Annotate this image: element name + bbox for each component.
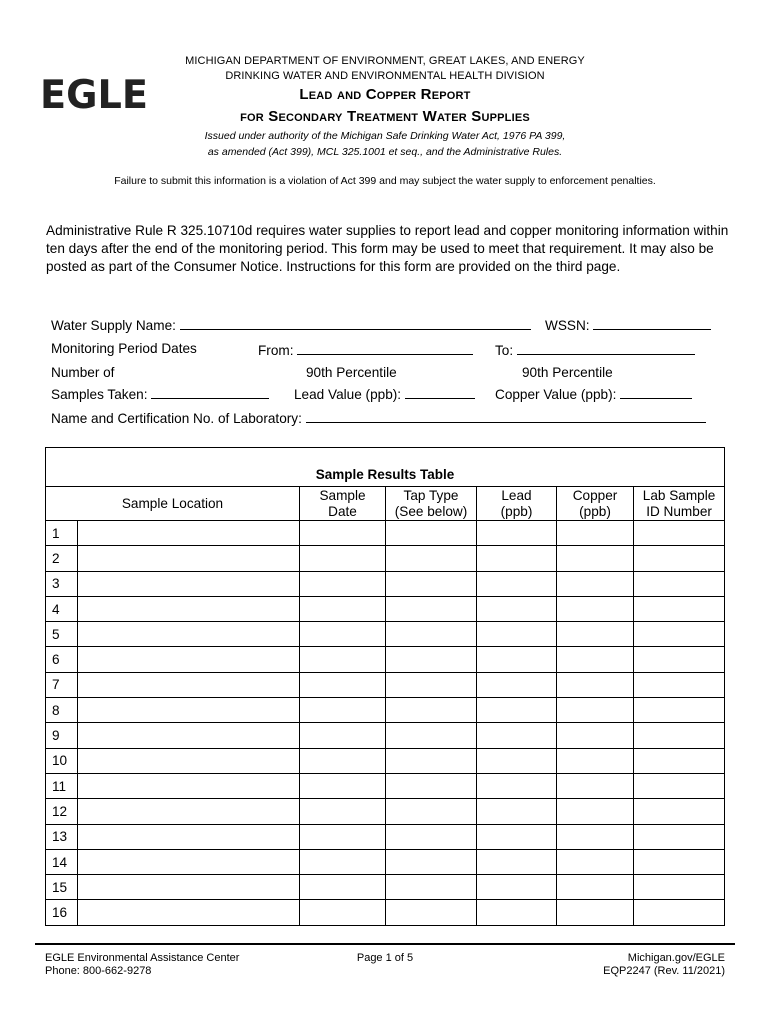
col-header-text: ID Number (646, 503, 712, 519)
lead-cell[interactable] (477, 596, 557, 621)
tap-type-cell[interactable] (386, 647, 477, 672)
water-supply-name-label: Water Supply Name: (51, 318, 176, 333)
sample-date-cell[interactable] (300, 596, 386, 621)
sample-location-cell[interactable] (78, 672, 300, 697)
row-number: 7 (46, 672, 78, 697)
number-of-label: Number of (51, 365, 115, 380)
col-header-text: (ppb) (579, 503, 611, 519)
copper-cell[interactable] (557, 698, 634, 723)
tap-type-cell[interactable] (386, 849, 477, 874)
table-row (46, 900, 725, 925)
footer-right (603, 952, 725, 978)
col-header-text: Date (328, 503, 357, 519)
sample-location-cell[interactable] (78, 723, 300, 748)
copper-cell[interactable] (557, 571, 634, 596)
form-number: EQP2247 (Rev. 11/2021) (603, 965, 725, 977)
copper-value-row (495, 385, 692, 402)
lab-sample-id-cell[interactable] (634, 773, 725, 798)
table-row (46, 622, 725, 647)
tap-type-cell[interactable] (386, 773, 477, 798)
sample-location-cell[interactable] (78, 546, 300, 571)
tap-type-cell[interactable] (386, 672, 477, 697)
sample-date-cell[interactable] (300, 824, 386, 849)
sample-results-table (45, 447, 725, 926)
tap-type-cell[interactable] (386, 546, 477, 571)
monitoring-period-label: Monitoring Period Dates (51, 341, 197, 356)
tap-type-cell[interactable] (386, 799, 477, 824)
copper-cell[interactable] (557, 622, 634, 647)
tap-type-cell[interactable] (386, 571, 477, 596)
lead-cell[interactable] (477, 773, 557, 798)
lead-cell[interactable] (477, 571, 557, 596)
row-number: 6 (46, 647, 78, 672)
sample-location-cell[interactable] (78, 799, 300, 824)
tap-type-cell[interactable] (386, 596, 477, 621)
samples-taken-row (51, 385, 269, 402)
laboratory-label: Name and Certification No. of Laboratory: (51, 411, 302, 426)
copper-cell[interactable] (557, 647, 634, 672)
table-row (46, 571, 725, 596)
sample-date-cell[interactable] (300, 773, 386, 798)
row-number: 14 (46, 849, 78, 874)
table-row (46, 698, 725, 723)
wssn-input[interactable] (593, 316, 711, 330)
to-date-input[interactable] (517, 341, 695, 355)
row-number: 3 (46, 571, 78, 596)
phone-number: Phone: 800-662-9278 (45, 965, 152, 977)
lead-percentile-label: 90th Percentile (306, 365, 397, 380)
tap-type-cell[interactable] (386, 900, 477, 925)
copper-value-label: Copper Value (ppb): (495, 387, 617, 402)
lab-sample-id-cell[interactable] (634, 748, 725, 773)
copper-cell[interactable] (557, 900, 634, 925)
sample-location-cell[interactable] (78, 900, 300, 925)
copper-cell[interactable] (557, 748, 634, 773)
col-header-text: Copper (572, 487, 618, 503)
lead-value-row (294, 385, 475, 402)
row-number: 11 (46, 773, 78, 798)
lead-cell[interactable] (477, 824, 557, 849)
sample-location-cell[interactable] (78, 824, 300, 849)
copper-cell[interactable] (557, 824, 634, 849)
table-row (46, 723, 725, 748)
lead-cell[interactable] (477, 875, 557, 900)
lead-value-label: Lead Value (ppb): (294, 387, 402, 402)
sample-location-cell[interactable] (78, 571, 300, 596)
copper-cell[interactable] (557, 672, 634, 697)
lab-sample-id-cell[interactable] (634, 799, 725, 824)
form-title-line-2: for Secondary Treatment Water Supplies (240, 108, 530, 125)
sample-date-cell[interactable] (300, 875, 386, 900)
row-number: 2 (46, 546, 78, 571)
from-label: From: (258, 343, 294, 358)
wssn-row (545, 316, 711, 333)
sample-date-cell[interactable] (300, 521, 386, 546)
row-number: 15 (46, 875, 78, 900)
lead-cell[interactable] (477, 546, 557, 571)
authority-line-2: as amended (Act 399), MCL 325.1001 et seq., and the Administrative Rules. (207, 146, 563, 158)
table-row (46, 647, 725, 672)
copper-cell[interactable] (557, 723, 634, 748)
lead-cell[interactable] (477, 849, 557, 874)
table-row (46, 799, 725, 824)
row-number: 4 (46, 596, 78, 621)
lab-sample-id-cell[interactable] (634, 546, 725, 571)
lab-sample-id-cell[interactable] (634, 672, 725, 697)
from-date-input[interactable] (297, 341, 473, 355)
col-tap-type (386, 487, 477, 521)
row-number: 10 (46, 748, 78, 773)
footer-left (45, 952, 239, 978)
tap-type-cell[interactable] (386, 521, 477, 546)
row-number: 9 (46, 723, 78, 748)
lead-cell[interactable] (477, 672, 557, 697)
copper-cell[interactable] (557, 596, 634, 621)
table-row (46, 521, 725, 546)
table-row (46, 748, 725, 773)
copper-value-input[interactable] (620, 385, 692, 399)
lead-cell[interactable] (477, 900, 557, 925)
col-sample-location (46, 487, 300, 521)
col-header-text: Sample (319, 487, 366, 503)
lab-sample-id-cell[interactable] (634, 596, 725, 621)
table-row (46, 596, 725, 621)
footer-divider (35, 943, 735, 945)
table-row (46, 849, 725, 874)
results-body (46, 521, 725, 926)
agency-line-1: MICHIGAN DEPARTMENT OF ENVIRONMENT, GREAT LAKES, AND ENERGY (185, 55, 585, 67)
agency-line-2: DRINKING WATER AND ENVIRONMENTAL HEALTH DIVISION (225, 70, 545, 82)
sample-location-cell[interactable] (78, 647, 300, 672)
col-header-text: Lab Sample (642, 487, 716, 503)
page-number: Page 1 of 5 (356, 952, 414, 964)
sample-date-cell[interactable] (300, 546, 386, 571)
sample-date-cell[interactable] (300, 622, 386, 647)
col-lab-sample-id (634, 487, 725, 521)
tap-type-cell[interactable] (386, 698, 477, 723)
water-supply-name-input[interactable] (180, 316, 531, 330)
row-number: 16 (46, 900, 78, 925)
table-row (46, 773, 725, 798)
sample-location-cell[interactable] (78, 748, 300, 773)
lab-sample-id-cell[interactable] (634, 622, 725, 647)
copper-cell[interactable] (557, 546, 634, 571)
tap-type-cell[interactable] (386, 622, 477, 647)
lab-sample-id-cell[interactable] (634, 849, 725, 874)
lab-sample-id-cell[interactable] (634, 900, 725, 925)
water-supply-name-row (51, 316, 531, 333)
row-number: 12 (46, 799, 78, 824)
laboratory-row (51, 409, 706, 426)
website-link[interactable]: Michigan.gov/EGLE (627, 952, 725, 964)
authority-line-1: Issued under authority of the Michigan Safe Drinking Water Act, 1976 PA 399, (204, 130, 566, 142)
to-label: To: (495, 343, 514, 358)
lead-value-input[interactable] (405, 385, 475, 399)
tap-type-cell[interactable] (386, 748, 477, 773)
copper-cell[interactable] (557, 849, 634, 874)
lab-sample-id-cell[interactable] (634, 824, 725, 849)
col-header-text: (ppb) (500, 503, 533, 519)
sample-location-cell[interactable] (78, 622, 300, 647)
sample-date-cell[interactable] (300, 672, 386, 697)
sample-date-cell[interactable] (300, 799, 386, 824)
row-number: 13 (46, 824, 78, 849)
sample-date-cell[interactable] (300, 748, 386, 773)
row-number: 5 (46, 622, 78, 647)
lead-cell[interactable] (477, 748, 557, 773)
table-row (46, 824, 725, 849)
egle-logo-text: EGLE (40, 77, 148, 110)
sample-location-cell[interactable] (78, 521, 300, 546)
row-number: 8 (46, 698, 78, 723)
sample-location-cell[interactable] (78, 596, 300, 621)
lead-cell[interactable] (477, 647, 557, 672)
copper-cell[interactable] (557, 799, 634, 824)
table-row (46, 875, 725, 900)
lead-cell[interactable] (477, 698, 557, 723)
lab-sample-id-cell[interactable] (634, 698, 725, 723)
copper-cell[interactable] (557, 875, 634, 900)
table-row (46, 546, 725, 571)
col-header-text: Sample Location (121, 495, 224, 511)
assistance-center: EGLE Environmental Assistance Center (45, 952, 240, 964)
sample-date-cell[interactable] (300, 849, 386, 874)
to-row (495, 341, 695, 358)
lead-cell[interactable] (477, 622, 557, 647)
col-header-text: Lead (501, 487, 532, 503)
col-header-text: (See below) (394, 503, 468, 519)
lab-sample-id-cell[interactable] (634, 571, 725, 596)
from-row (258, 341, 473, 358)
tap-type-cell[interactable] (386, 824, 477, 849)
copper-cell[interactable] (557, 773, 634, 798)
copper-cell[interactable] (557, 521, 634, 546)
col-sample-date (300, 487, 386, 521)
lab-sample-id-cell[interactable] (634, 723, 725, 748)
lead-cell[interactable] (477, 723, 557, 748)
sample-date-cell[interactable] (300, 647, 386, 672)
table-row (46, 672, 725, 697)
sample-date-cell[interactable] (300, 571, 386, 596)
col-copper (557, 487, 634, 521)
sample-date-cell[interactable] (300, 723, 386, 748)
wssn-label: WSSN: (545, 318, 590, 333)
col-lead (477, 487, 557, 521)
intro-paragraph: Administrative Rule R 325.10710d requires water supplies to report lead and copper monitoring information within ten days after the end of the monitoring period. This form may be used to meet that requirement. It may also be posted as part of the Consumer Notice. Instructions for this form are provided on the third page. (46, 223, 729, 274)
copper-percentile-label: 90th Percentile (522, 365, 613, 380)
sample-location-cell[interactable] (78, 698, 300, 723)
laboratory-input[interactable] (306, 409, 706, 423)
form-title-line-1: Lead and Copper Report (299, 86, 471, 103)
sample-date-cell[interactable] (300, 900, 386, 925)
lead-cell[interactable] (477, 799, 557, 824)
tap-type-cell[interactable] (386, 875, 477, 900)
samples-taken-input[interactable] (151, 385, 269, 399)
penalty-warning: Failure to submit this information is a violation of Act 399 and may subject the water supply to enforcement penalties. (114, 175, 656, 187)
lab-sample-id-cell[interactable] (634, 875, 725, 900)
sample-location-cell[interactable] (78, 875, 300, 900)
sample-location-cell[interactable] (78, 849, 300, 874)
row-number: 1 (46, 521, 78, 546)
lead-cell[interactable] (477, 521, 557, 546)
sample-date-cell[interactable] (300, 698, 386, 723)
table-caption: Sample Results Table (46, 448, 725, 487)
lab-sample-id-cell[interactable] (634, 521, 725, 546)
tap-type-cell[interactable] (386, 723, 477, 748)
sample-location-cell[interactable] (78, 773, 300, 798)
col-header-text: Tap Type (403, 487, 459, 503)
samples-taken-label: Samples Taken: (51, 387, 148, 402)
lab-sample-id-cell[interactable] (634, 647, 725, 672)
